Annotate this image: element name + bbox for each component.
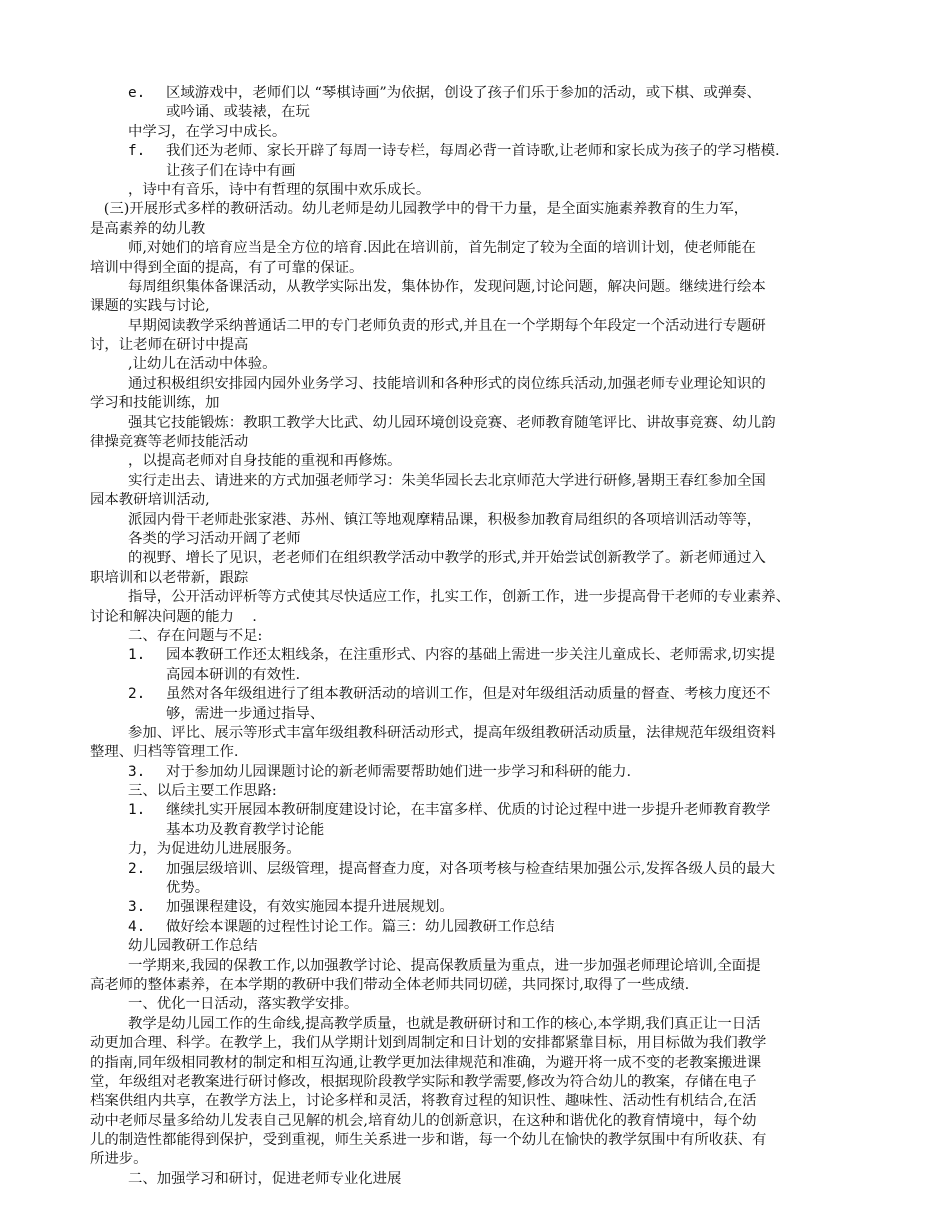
line-text: 讨，让老师在研讨中提高 [90,337,249,354]
line-text: 学习和技能训练，加 [90,395,220,412]
list-marker: 4. [128,918,146,935]
list-marker: 2. [128,860,146,877]
text-line [0,278,950,297]
line-text: 指导，公开活动评析等方式使其尽快适应工作，扎实工作，创新工作，进一步提高骨干老师的专业素养、 [128,589,790,606]
text-line [0,1170,950,1189]
text-line [0,414,950,433]
line-text: 动更加合理、科学。在教学上，我们从学期计划到周制定和日计划的安排都紧靠目标，用目标做为我们教学 [90,1035,767,1052]
line-text: 对于参加幼儿园课题讨论的新老师需要帮助她们进一步学习和科研的能力. [166,763,632,780]
text-line [0,511,950,530]
list-marker: 1. [128,647,146,664]
line-text: 堂，年级组对老教案进行研讨修改，根据现阶段教学实际和教学需要,修改为符合幼儿的教案，存储在电子 [90,1073,757,1090]
line-text: 整理、归档等管理工作. [90,744,239,761]
line-text: 参加、评比、展示等形式丰富年级组教科研活动形式，提高年级组教研活动质量，法律规范年级组资料 [128,724,776,741]
line-text: 职培训和以老带新，跟踪 [90,569,249,586]
line-text: 加强层级培训、层级管理，提高督查力度，对各项考核与检查结果加强公示,发挥各级人员的最大 [166,860,775,877]
text-line [0,1034,950,1053]
list-item [0,898,950,917]
list-item [0,763,950,782]
line-text: 或吟诵、或装裱，在玩 [166,104,310,121]
document-page [0,84,950,1189]
text-line [0,976,950,995]
text-line [0,995,950,1014]
text-line [0,608,950,627]
line-text: 中学习，在学习中成长。 [128,123,287,140]
text-line [0,375,950,394]
line-text: 培训中得到全面的提高，有了可靠的保证。 [90,259,364,276]
line-text: 优势。 [166,880,210,897]
line-text: 的视野、增长了见识，老老师们在组织教学活动中教学的形式,并开始尝试创新教学了。新老师通过入 [128,550,766,567]
text-line [0,200,950,219]
text-line [0,840,950,859]
text-line [0,705,950,724]
line-text: 律操竞赛等老师技能活动 [90,434,249,451]
line-text: ，以提高老师对自身技能的重视和再修炼。 [128,453,402,470]
text-line [0,1015,950,1034]
text-line [0,181,950,200]
list-marker: f. [128,143,146,160]
line-text: 基本功及教育教学讨论能 [166,821,325,838]
line-text: 所进步。 [90,1151,148,1168]
list-marker: 2. [128,686,146,703]
text-line [0,627,950,646]
text-line [0,666,950,685]
list-item [0,646,950,665]
line-text: 高老师的整体素养，在本学期的教研中我们带动全体老师共同切磋，共同探讨,取得了一些成绩. [90,976,690,993]
line-text: 高园本研训的有效性. [166,666,301,683]
text-line [0,879,950,898]
text-line [0,336,950,355]
text-line [0,782,950,801]
text-line [0,491,950,510]
list-item [0,801,950,820]
text-line [0,549,950,568]
text-line [0,569,950,588]
line-text: 园本教研培训活动, [90,492,210,509]
text-line [0,1092,950,1111]
line-text: 一、优化一日活动，落实教学安排。 [128,996,359,1013]
text-line [0,1073,950,1092]
line-text: 强其它技能锻炼：教职工教学大比武、幼儿园环境创设竞赛、老师教育随笔评比、讲故事竞赛、幼儿韵 [128,414,776,431]
line-text: 每周组织集体备课活动，从教学实际出发，集体协作，发现问题,讨论问题，解决问题。继续进行绘本 [128,278,766,295]
line-text: 派园内骨干老师赴张家港、苏州、镇江等地观摩精品课，积极参加教育局组织的各项培训活动等等， [128,511,762,528]
list-marker: e. [128,85,146,101]
line-text: 各类的学习活动开阔了老师 [128,530,301,547]
text-line [0,433,950,452]
line-text: 档案供组内共享，在教学方法上，讨论多样和灵活，将教育过程的知识性、趣味性、活动性有机结合,在活 [90,1093,757,1110]
text-line [0,1131,950,1150]
text-line [0,588,950,607]
line-text: 幼儿园教研工作总结 [128,938,258,955]
text-line [0,162,950,181]
line-text: ，诗中有音乐，诗中有哲理的氛围中欢乐成长。 [128,181,431,198]
line-text: 的指南,同年级相同教材的制定和相互沟通,让教学更加法律规范和准确，为避开将一成不变的老教案搬进课 [90,1054,762,1071]
text-line [0,937,950,956]
line-text: 二、存在问题与不足: [128,627,263,644]
text-line [0,1054,950,1073]
line-text: 园本教研工作还太粗线条，在注重形式、内容的基础上需进一步关注儿童成长、老师需求,切实提 [166,647,775,664]
text-line [0,297,950,316]
line-text: 区域游戏中，老师们以 “琴棋诗画”为依据，创设了孩子们乐于参加的活动，或下棋、或弹奏、 [166,85,761,101]
line-text: 儿的制造性都能得到保护，受到重视，师生关系进一步和谐，每一个幼儿在愉快的教学氛围中有所收获、有 [90,1132,767,1149]
text-line [0,724,950,743]
text-line [0,123,950,142]
text-line [0,821,950,840]
text-line [0,317,950,336]
text-line [0,259,950,278]
text-line [0,394,950,413]
line-text: 继续扎实开展园本教研制度建设讨论，在丰富多样、优质的讨论过程中进一步提升老师教育教学 [166,802,771,819]
text-line [0,355,950,374]
text-line [0,239,950,258]
list-marker: 1. [128,802,146,819]
line-text: 早期阅读教学采纳普通话二甲的专门老师负责的形式,并且在一个学期每个年段定一个活动进行专题研 [128,317,766,334]
list-item [0,860,950,879]
text-line [0,220,950,239]
line-text: 让孩子们在诗中有画 [166,162,296,179]
line-text: 我们还为老师、家长开辟了每周一诗专栏，每周必背一首诗歌,让老师和家长成为孩子的学习楷模. [166,143,780,160]
list-marker: 3. [128,763,146,780]
line-text: 师,对她们的培育应当是全方位的培育.因此在培训前，首先制定了较为全面的培训计划，使老师能在 [128,240,756,257]
line-text: 实行走出去、请进来的方式加强老师学习：朱美华园长去北京师范大学进行研修,暑期王春红参加全国 [128,472,766,489]
line-text: 三、以后主要工作思路: [128,783,277,800]
text-line [0,743,950,762]
line-text: ,让幼儿在活动中体验。 [128,356,277,373]
text-line [0,1112,950,1131]
text-line [0,472,950,491]
line-text: 课题的实践与讨论, [90,298,210,315]
text-line [0,530,950,549]
list-item [0,685,950,704]
list-item [0,142,950,161]
line-text: 是高素养的幼儿教 [90,220,206,237]
line-text: 通过积极组织安排园内园外业务学习、技能培训和各种形式的岗位练兵活动,加强老师专业理论知识的 [128,375,766,392]
list-item [0,84,950,103]
text-line [0,452,950,471]
line-text: 加强课程建设，有效实施园本提升进展规划。 [166,899,454,916]
line-text: 虽然对各年级组进行了组本教研活动的培训工作，但是对年级组活动质量的督查、考核力度还不 [166,686,771,703]
line-text: 二、加强学习和研讨，促进老师专业化进展 [128,1170,402,1187]
line-text: 做好绘本课题的过程性讨论工作。篇三：幼儿园教研工作总结 [166,918,555,935]
text-line [0,957,950,976]
line-text: 一学期来,我园的保教工作,以加强教学讨论、提高保教质量为重点，进一步加强老师理论培训,全面提 [128,957,761,974]
line-text: 教学是幼儿园工作的生命线,提高教学质量，也就是教研研讨和工作的核心,本学期,我们真正让一日活 [128,1015,761,1032]
line-text: 够，需进一步通过指导、 [166,705,325,722]
list-item [0,918,950,937]
line-text: 力，为促进幼儿进展服务。 [128,841,301,858]
text-line [0,103,950,122]
line-text: 动中老师尽量多给幼儿发表自己见解的机会,培育幼儿的创新意识，在这种和谐优化的教育情境中，每个幼 [90,1112,757,1129]
line-text: (三)开展形式多样的教研活动。幼儿老师是幼儿园教学中的骨干力量，是全面实施素养教育的生力军， [90,201,749,218]
line-text: 讨论和解决问题的能力 . [90,608,257,625]
text-line [0,1150,950,1169]
list-marker: 3. [128,899,146,916]
